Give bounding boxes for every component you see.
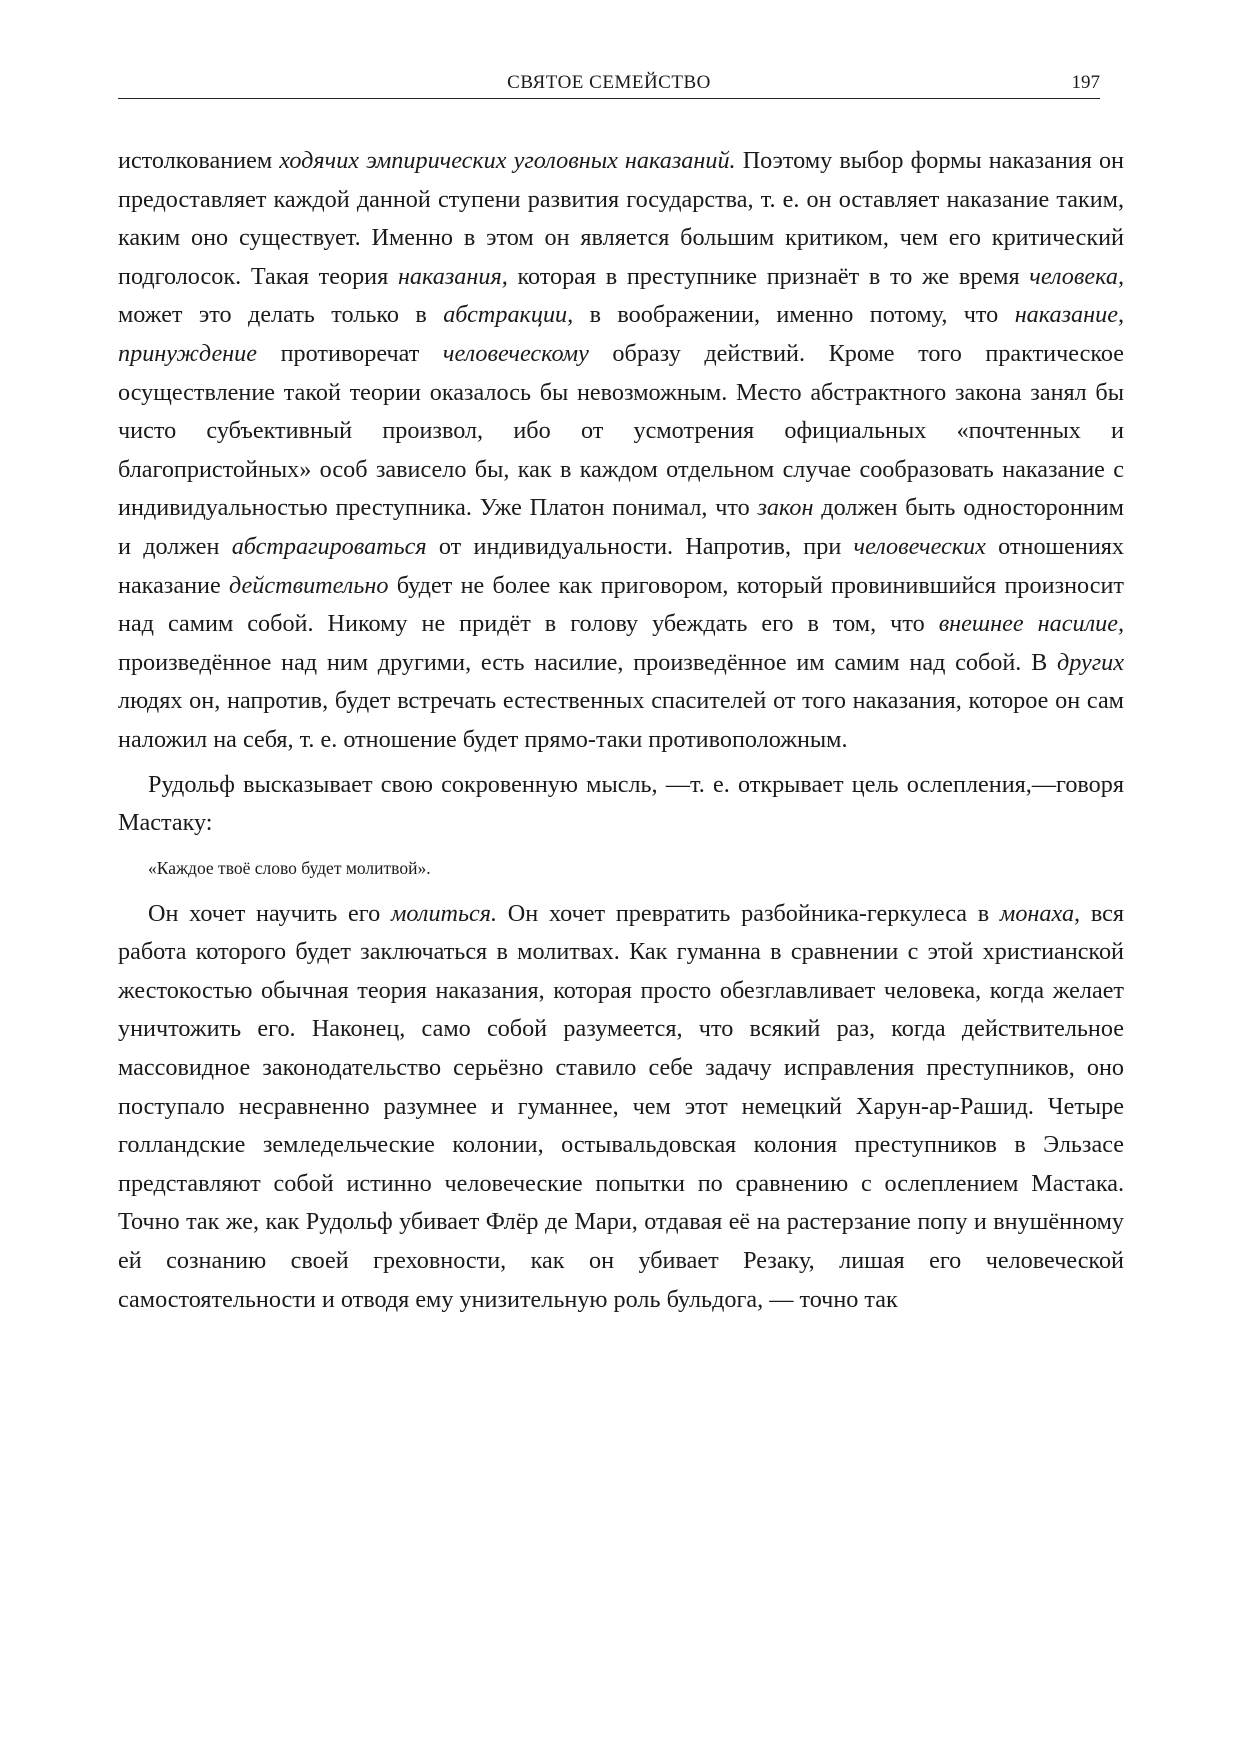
page-number: 197 [1071,72,1100,93]
italic-run: внешнее насилие, [938,610,1124,638]
text-run: противоречат [257,339,443,367]
text-run: истолкованием [118,147,280,174]
text-run: людях он, напротив, будет встречать естественных спасителей от того наказания, которое он сам наложил на себя, т. е. отношение будет прямо-таки противоположным. [118,687,1124,753]
italic-run: других [1056,648,1124,676]
page-body [118,142,1124,1319]
text-run: может это делать только в [118,301,444,329]
text-run: в воображении, именно потому, что [573,301,1015,329]
italic-run: абстракции, [443,301,574,329]
italic-run: молиться. [390,899,498,927]
italic-run: монаха, [999,899,1081,927]
italic-run: действительно [229,571,389,599]
text-run: произведённое над ним другими, есть насилие, произведённое им самим над собой. В [118,648,1057,676]
italic-run: ходячих эмпирических уголовных наказаний. [279,147,736,174]
paragraph [118,895,1124,1320]
text-run: Рудольф высказывает свою сокровенную мысль, —т. е. открывает цель ослепления,—говоря Мастаку: [118,770,1124,837]
text-run: вся работа которого будет заключаться в молитвах. Как гуманна в сравнении с этой христианской жестокостью обычная теория наказания, которая просто обезглавливает человека, когда желает уничтожить его. Наконец, само собой разумеется, что всякий раз, когда действительное массовидное законодательство серьёзно ставило себе задачу исправления преступников, оно поступало несравненно разумнее и гуманнее, чем этот немецкий Харун-ар-Рашид. Четыре голландские земледельческие колонии, остывальдовская колония преступников в Эльзасе представляют собой истинно человеческие попытки по сравнению с ослеплением Мастака. Точно так же, как Рудольф убивает Флёр де Мари, отдавая её на растерзание попу и внушённому ей сознанию своей греховности, как он убивает Резаку, лишая его человеческой самостоятельности и отводя ему унизительную роль бульдога, — точно так [118,899,1124,1313]
text-run: «Каждое твоё слово будет молитвой». [148,857,431,878]
text-run: образу действий. Кроме того практическое осуществление такой теории оказалось бы невозможным. Место абстрактного закона занял бы чисто субъективный произвол, ибо от усмотрения официальных «почтенных и благопристойных» особ зависело бы, как в каждом отдельном случае сообразовать наказание с индивидуальностью преступника. Уже Платон понимал, что [118,339,1124,522]
italic-run: человека, [1029,262,1124,290]
running-header-title: СВЯТОЕ СЕМЕЙСТВО [507,72,711,93]
text-run: Он хочет превратить разбойника-геркулеса в [497,899,1000,927]
text-run: Поэтому выбор формы наказания он предоставляет каждой данной ступени развития государства, т. е. он оставляет наказание таким, каким оно существует. Именно в этом он является большим критиком, чем его критический подголосок. Такая теория [118,147,1124,290]
italic-run: абстрагироваться [231,532,427,560]
running-header [118,68,1100,99]
italic-run: человеческих [853,532,986,560]
italic-run: наказания, [397,262,508,290]
text-run: будет не более как приговором, который провинившийся произносит над самим собой. Никому не придёт в голову убеждать его в том, что [118,571,1124,638]
text-run: от индивидуальности. Напротив, при [426,532,854,560]
italic-run: наказание, принуждение [118,301,1124,367]
italic-run: закон [757,494,814,522]
paragraph [118,766,1124,843]
text-run: отношениях наказание [118,532,1125,599]
text-run: должен быть односторонним и должен [118,494,1124,560]
italic-run: человеческому [442,339,589,367]
text-run: которая в преступнике признаёт в то же время [507,262,1030,290]
text-run: Он хочет научить его [148,899,391,927]
paragraph [118,142,1124,760]
quotation [118,855,1124,881]
